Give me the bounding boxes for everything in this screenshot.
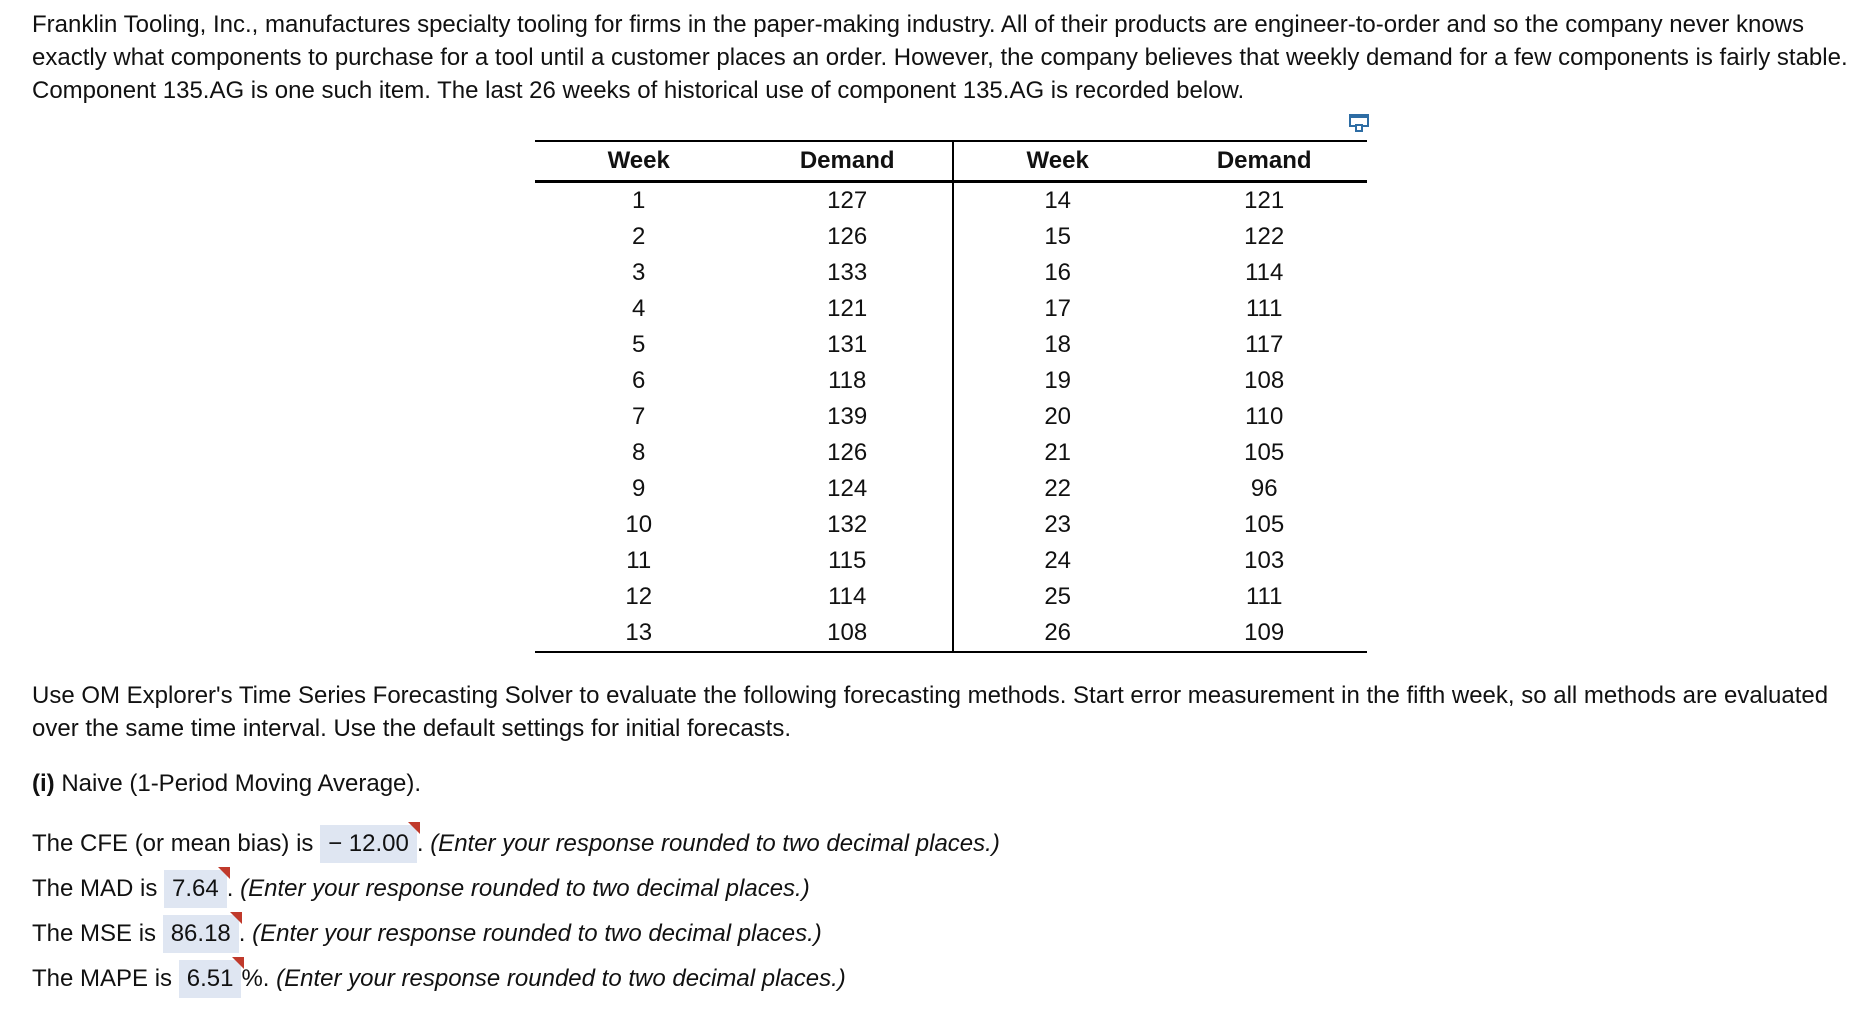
cell-week-right: 14: [1044, 187, 1072, 214]
cell-demand-left: 132: [742, 507, 953, 543]
cell-week-left: 11: [626, 547, 652, 574]
cell-week-right: 26: [1044, 619, 1072, 646]
cell-week-left: 2: [632, 223, 646, 250]
table-row: [535, 399, 1367, 435]
cell-week-left: 12: [625, 583, 653, 610]
cell-demand-right: 122: [1244, 223, 1285, 250]
table-row: [535, 363, 1367, 399]
answer-mse-value: 86.18: [170, 920, 231, 947]
demand-table-wrapper: [535, 140, 1367, 653]
header-week-left: Week: [535, 141, 742, 182]
answer-mape-value: 6.51: [186, 965, 234, 992]
answer-mad-suffix: .: [226, 875, 241, 902]
cell-week-right: 17: [1044, 295, 1072, 322]
table-row: [535, 579, 1367, 615]
table-row: [535, 507, 1367, 543]
part-number: (i): [32, 770, 55, 797]
instructions-text: Use OM Explorer's Time Series Forecasting Solver to evaluate the following forecasting methods. Start error measurement in the fifth week, so all methods are evaluated over the same time interval. Use the default settings for initial forecasts.: [32, 682, 1829, 742]
answer-mse-marker-icon: [230, 912, 242, 924]
cell-week-right: 25: [1044, 583, 1072, 610]
answer-mape-marker-icon: [232, 957, 244, 969]
cell-demand-right: 103: [1244, 547, 1285, 574]
question-content: [32, 8, 1862, 107]
table-row: [535, 543, 1367, 579]
answer-mad-input[interactable]: [164, 870, 227, 908]
table-row: [535, 291, 1367, 327]
answer-cfe-prefix: The CFE (or mean bias) is: [32, 830, 321, 857]
cell-week-left: 3: [632, 259, 646, 286]
cell-week-right: 21: [1044, 439, 1072, 466]
answer-mad-prefix: The MAD is: [32, 875, 165, 902]
problem-intro: Franklin Tooling, Inc., manufactures specialty tooling for firms in the paper-making industry. All of their products are engineer-to-order and so the company never knows exactly what components to purchase for a tool until a customer places an order. However, the company believes that weekly demand for a few components is fairly stable. Component 135.AG is one such item. The last 26 weeks of historical use of component 135.AG is recorded below.: [32, 11, 1848, 104]
cell-demand-right: 109: [1244, 619, 1285, 646]
answer-mse-line: [32, 915, 822, 953]
answer-mad-line: [32, 870, 810, 908]
cell-demand-left: 124: [742, 471, 953, 507]
cell-week-left: 6: [632, 367, 646, 394]
cell-week-left: 5: [632, 331, 646, 358]
cell-week-left: 1: [632, 187, 646, 214]
cell-demand-left: 121: [742, 291, 953, 327]
answer-mad-marker-icon: [218, 867, 230, 879]
cell-demand-left: 108: [742, 615, 953, 652]
answer-mape-suffix: %.: [241, 965, 277, 992]
header-demand-left: Demand: [742, 141, 953, 182]
cell-demand-right: 114: [1245, 259, 1284, 286]
answer-mape-prefix: The MAPE is: [32, 965, 179, 992]
header-week-right: Week: [953, 141, 1161, 182]
cell-demand-right: 108: [1244, 367, 1285, 394]
cell-demand-right: 105: [1244, 511, 1285, 538]
cell-week-right: 19: [1044, 367, 1072, 394]
answer-mad-hint: (Enter your response rounded to two decimal places.): [240, 875, 810, 902]
cell-week-right: 24: [1044, 547, 1072, 574]
cell-demand-left: 127: [742, 182, 953, 220]
demand-table: [535, 140, 1367, 653]
answer-cfe-line: [32, 825, 1000, 863]
answer-mse-input[interactable]: [163, 915, 239, 953]
part-heading: [32, 767, 421, 800]
table-row: [535, 327, 1367, 363]
cell-week-left: 7: [632, 403, 646, 430]
cell-demand-left: 131: [742, 327, 953, 363]
copy-icon-graphic: [1348, 113, 1372, 135]
cell-demand-left: 114: [742, 579, 953, 615]
cell-week-right: 20: [1044, 403, 1072, 430]
table-row: [535, 615, 1367, 652]
cell-week-left: 13: [625, 619, 653, 646]
cell-demand-left: 133: [742, 255, 953, 291]
cell-demand-right: 111: [1245, 295, 1283, 322]
table-header-row: [535, 141, 1367, 182]
cell-week-right: 16: [1044, 259, 1072, 286]
cell-week-left: 10: [625, 511, 653, 538]
cell-demand-left: 126: [742, 435, 953, 471]
answer-mape-hint: (Enter your response rounded to two decimal places.): [276, 965, 846, 992]
cell-demand-right: 110: [1245, 403, 1284, 430]
cell-demand-left: 115: [742, 543, 953, 579]
answer-mse-prefix: The MSE is: [32, 920, 163, 947]
header-demand-right: Demand: [1161, 141, 1367, 182]
copy-icon[interactable]: [1348, 113, 1372, 135]
cell-demand-right: 117: [1245, 331, 1284, 358]
cell-demand-right: 121: [1244, 187, 1285, 214]
cell-demand-left: 126: [742, 219, 953, 255]
cell-week-left: 8: [632, 439, 646, 466]
cell-week-right: 15: [1044, 223, 1072, 250]
cell-week-right: 18: [1044, 331, 1072, 358]
table-row: [535, 182, 1367, 220]
answer-mape-line: [32, 960, 846, 998]
table-row: [535, 219, 1367, 255]
answer-cfe-value: − 12.00: [328, 830, 409, 857]
cell-demand-right: 105: [1244, 439, 1285, 466]
answer-mape-input[interactable]: [179, 960, 242, 998]
cell-demand-right: 111: [1245, 583, 1283, 610]
answer-mad-value: 7.64: [172, 875, 219, 902]
cell-week-left: 4: [632, 295, 646, 322]
table-row: [535, 435, 1367, 471]
cell-demand-right: 96: [1250, 475, 1278, 502]
answer-mse-hint: (Enter your response rounded to two decimal places.): [252, 920, 822, 947]
table-row: [535, 471, 1367, 507]
cell-week-left: 9: [632, 475, 646, 502]
answer-mse-suffix: .: [238, 920, 253, 947]
part-title: Naive (1-Period Moving Average).: [54, 770, 422, 797]
cell-demand-left: 139: [742, 399, 953, 435]
cell-demand-left: 118: [742, 363, 953, 399]
answer-cfe-hint: (Enter your response rounded to two decimal places.): [430, 830, 1000, 857]
table-body: [535, 182, 1367, 653]
table-row: [535, 255, 1367, 291]
cell-week-right: 22: [1044, 475, 1072, 502]
answer-cfe-marker-icon: [408, 822, 420, 834]
answer-cfe-input[interactable]: [320, 825, 417, 863]
cell-week-right: 23: [1044, 511, 1072, 538]
answer-cfe-suffix: .: [416, 830, 431, 857]
